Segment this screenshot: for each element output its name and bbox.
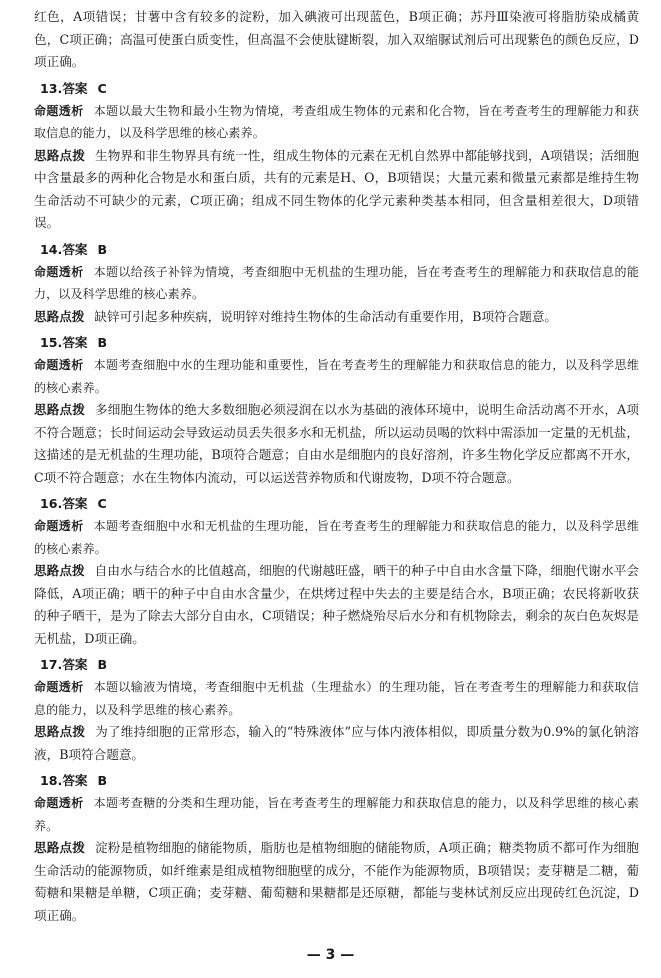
answer-value: C xyxy=(97,80,107,96)
analysis-paragraph xyxy=(34,100,639,145)
analysis-text: 本题考查糖的分类和生理功能，旨在考查考生的理解能力和获取信息的能力，以及科学思维的核心素养。 xyxy=(34,796,639,833)
hint-text: 淀粉是植物细胞的储能物质，脂肪也是植物细胞的储能物质，A项正确；糖类物质不都可作为细胞生命活动的能源物质，如纤维素是组成植物细胞壁的成分，不能作为能源物质，B项错误；麦芽糖是二糖，葡萄糖和果糖是单糖，C项正确；麦芽糖、葡萄糖和果糖都是还原糖，都能与斐林试剂反应出现砖红色沉淀，D项正确。 xyxy=(34,840,639,923)
analysis-label: 命题透析 xyxy=(34,680,84,694)
hint-label: 思路点拨 xyxy=(34,724,86,739)
hint-paragraph xyxy=(34,306,639,329)
hint-text: 为了维持细胞的正常形态，输入的“特殊液体”应与体内液体相似，即质量分数为0.9%的氯化钠溶液，B项符合题意。 xyxy=(34,724,639,762)
hint-text: 生物界和非生物界具有统一性，组成生物体的元素在无机自然界中都能够找到，A项错误；活细胞中含量最多的两种化合物是水和蛋白质，共有的元素是H、O，B项错误；大量元素和微量元素都是维持生物生命活动不可缺少的元素，C项正确；组成不同生物体的化学元素种类基本相同，但含量相差很大，D项错误。 xyxy=(34,147,639,230)
hint-paragraph xyxy=(34,721,639,766)
analysis-label: 命题透析 xyxy=(34,264,84,279)
question-number: 15. xyxy=(40,335,63,350)
analysis-text: 本题考查细胞中水的生理功能和重要性，旨在考查考生的理解能力和获取信息的能力，以及科学思维的核心素养。 xyxy=(34,358,639,395)
analysis-text: 本题以输液为情境，考查细胞中无机盐（生理盐水）的生理功能，旨在考查考生的理解能力和获取信息的能力，以及科学思维的核心素养。 xyxy=(34,680,639,717)
answer-value: C xyxy=(97,496,107,511)
analysis-paragraph xyxy=(34,261,639,306)
question-number: 16. xyxy=(40,496,63,511)
question-15 xyxy=(34,332,639,489)
answer-value: B xyxy=(97,241,108,257)
answer-label: 答案 xyxy=(62,335,88,350)
answer-value: B xyxy=(97,773,108,788)
analysis-label: 命题透析 xyxy=(34,358,84,372)
hint-label: 思路点拨 xyxy=(34,402,85,417)
answer-label: 答案 xyxy=(62,773,88,788)
question-header xyxy=(34,770,639,792)
question-18 xyxy=(34,770,639,927)
answer-label: 答案 xyxy=(62,241,88,257)
intro-paragraph: 红色，A项错误；甘薯中含有较多的淀粉，加入碘液可出现蓝色，B项正确；苏丹Ⅲ染液可将脂肪染成橘黄色，C项正确；高温可使蛋白质变性，但高温不会使肽键断裂，加入双缩脲试剂后可出现紫色的颜色反应，D项正确。 xyxy=(34,9,639,69)
analysis-paragraph xyxy=(34,354,639,399)
answer-label: 答案 xyxy=(62,496,88,511)
question-17 xyxy=(34,654,639,766)
analysis-text: 本题以最大生物和最小生物为情境，考查组成生物体的元素和化合物，旨在考查考生的理解能力和获取信息的能力，以及科学思维的核心素养。 xyxy=(34,103,639,140)
hint-label: 思路点拨 xyxy=(34,840,85,855)
answer-label: 答案 xyxy=(62,657,88,672)
hint-label: 思路点拨 xyxy=(34,563,85,578)
hint-paragraph xyxy=(34,145,639,235)
question-14 xyxy=(34,239,639,329)
hint-paragraph xyxy=(34,837,639,927)
page-number: — 3 — xyxy=(306,947,355,963)
hint-text: 自由水与结合水的比值越高，细胞的代谢越旺盛，晒干的种子中自由水含量下降，细胞代谢水平会降低，A项正确；晒干的种子中自由水含量少，在烘烤过程中失去的主要是结合水，B项正确；农民将新收获的种子晒干，是为了除去大部分自由水，C项错误；种子燃烧殆尽后水分和有机物除去，剩余的灰白色灰烬是无机盐，D项正确。 xyxy=(34,563,640,646)
analysis-label: 命题透析 xyxy=(34,103,84,118)
hint-paragraph xyxy=(34,560,639,650)
question-16 xyxy=(34,493,639,650)
analysis-paragraph xyxy=(34,792,639,837)
question-header xyxy=(34,493,639,515)
question-13 xyxy=(34,78,639,235)
question-header xyxy=(34,239,639,261)
analysis-label: 命题透析 xyxy=(34,796,84,810)
question-number: 17. xyxy=(40,657,63,672)
hint-label: 思路点拨 xyxy=(34,147,85,163)
hint-text: 多细胞生物体的绝大多数细胞必须浸润在以水为基础的液体环境中，说明生命活动离不开水，A项不符合题意；长时间运动会导致运动员丢失很多水和无机盐，所以运动员喝的饮料中需添加一定量的无机盐，这描述的是无机盐的生理功能，B项符合题意；自由水是细胞内的良好溶剂，许多生物化学反应都离不开水，C项不符合题意；水在生物体内流动，可以运送营养物质和代谢废物，D项不符合题意。 xyxy=(34,402,639,485)
analysis-paragraph xyxy=(34,515,639,560)
question-number: 13. xyxy=(40,80,63,96)
question-header xyxy=(34,654,639,676)
question-number: 14. xyxy=(40,241,63,257)
analysis-text: 本题以给孩子补锌为情境，考查细胞中无机盐的生理功能，旨在考查考生的理解能力和获取信息的能力，以及科学思维的核心素养。 xyxy=(34,264,639,301)
answer-value: B xyxy=(97,657,108,672)
question-header xyxy=(34,332,639,354)
hint-text: 缺锌可引起多种疾病，说明锌对维持生物体的生命活动有重要作用，B项符合题意。 xyxy=(94,308,558,324)
hint-label: 思路点拨 xyxy=(34,308,85,324)
question-number: 18. xyxy=(40,773,63,788)
analysis-text: 本题考查细胞中水和无机盐的生理功能，旨在考查考生的理解能力和获取信息的能力，以及科学思维的核心素养。 xyxy=(34,519,639,556)
hint-paragraph xyxy=(34,399,639,489)
analysis-label: 命题透析 xyxy=(34,519,84,533)
analysis-paragraph xyxy=(34,676,639,721)
answer-label: 答案 xyxy=(62,80,88,96)
question-header xyxy=(34,78,639,100)
answer-value: B xyxy=(97,335,108,350)
